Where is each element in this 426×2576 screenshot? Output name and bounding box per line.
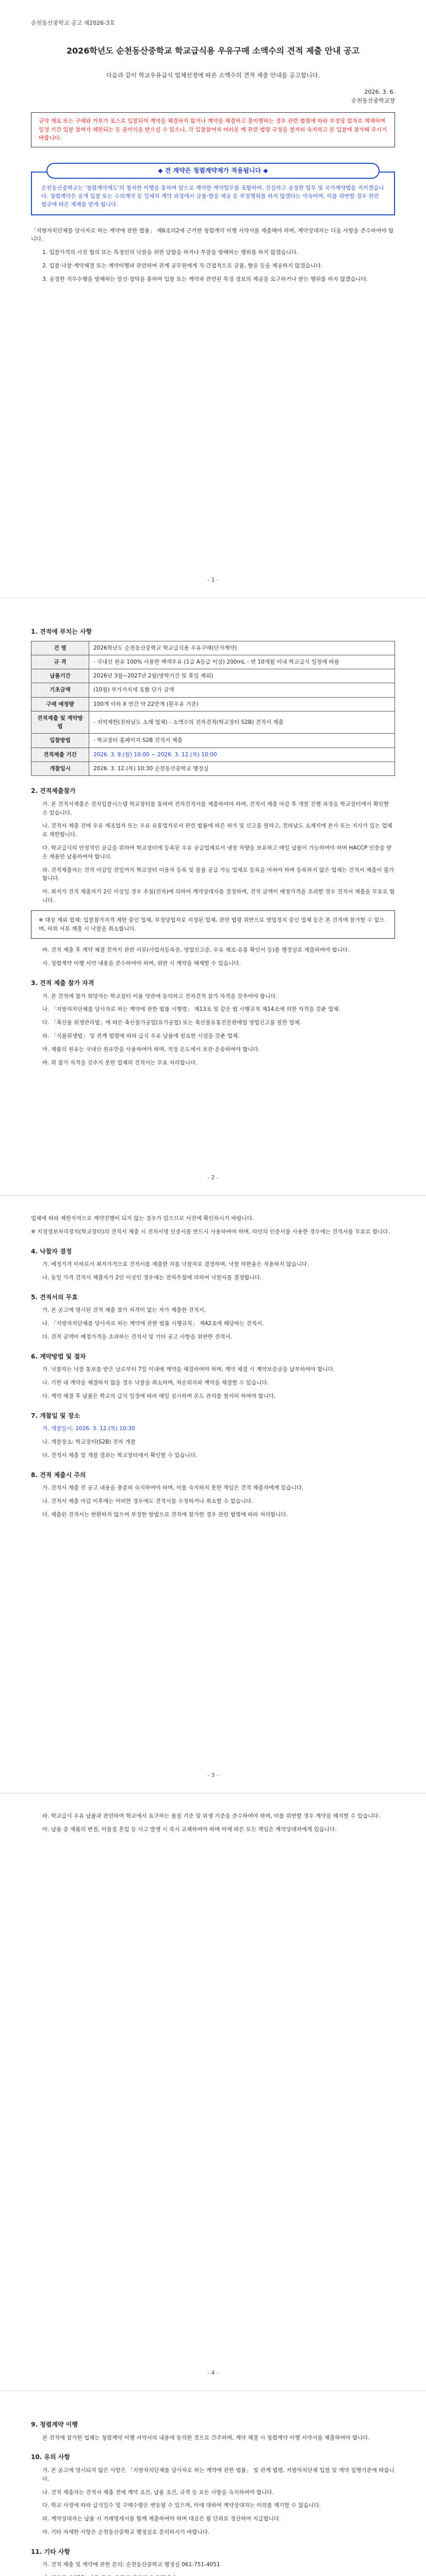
paragraph: 다. 학교급식의 안정적인 공급을 위하여 학교장터에 등록된 우유 공급업체로서 냉장 차량을 보유하고 매일 납품이 가능하여야 하며 HACCP 인증을 받은 제품만 납품하여야 합니다. [42, 845, 392, 860]
section-heading: 6. 계약방법 및 절차 [31, 1352, 86, 1360]
paragraph: 다. 견적 금액이 예정가격을 초과하는 견적서 및 기타 공고 사항을 위반한 견적서. [42, 1333, 232, 1340]
page1-body [31, 227, 395, 284]
paragraph: 마. 납품 중 제품의 변질, 이물질 혼입 등 사고 발생 시 즉시 교체하여야 하며 이에 따른 모든 책임은 계약상대자에게 있습니다. [42, 1826, 337, 1833]
paragraph: 나. 개찰장소: 학교장터(S2B) 전자 개찰 [42, 1439, 136, 1446]
paragraph: 가. 개찰일시: 2026. 3. 12.(목) 10:30 [42, 1426, 135, 1432]
paragraph: 가. 본 견적에 참가 희망자는 학교장터 이용 약관에 동의하고 전자견적 참가 자격을 갖추어야 합니다. [42, 993, 277, 999]
paragraph: 나. 견적서 제출 전에 우유 제조업자 또는 우유 유통업자로서 관련 법률에 따른 허가 및 신고를 필하고, 전라남도 소재지에 본사 또는 지사가 있는 업체로 제한합니다. [42, 823, 392, 838]
procurement-info-table [31, 641, 395, 776]
table-cell: 2026. 3. 12.(목) 10:30 순천동산중학교 행정실 [89, 761, 395, 775]
table-cell: - 지역제한(전라남도 소재 업체) - 소액수의 전자견적(학교장터 S2B) 견적서 제출 [89, 711, 395, 734]
table-row [31, 761, 395, 775]
page-5 [0, 2391, 426, 2576]
table-header-cell: 납품기간 [31, 669, 89, 683]
table-header-cell: 견적제출 기간 [31, 748, 89, 761]
paragraph: 라. 계약상대자는 납품 시 거래명세서를 함께 제출하여야 하며 대금은 월 단위로 정산하여 지급합니다. [42, 2516, 281, 2522]
paragraph: 가. 본 공고에 명시되지 않은 사항은 「지방자치단체를 당사자로 하는 계약에 관한 법률」 및 관계 법령, 지방자치단체 입찰 및 계약 집행기준에 따릅니다. [42, 2467, 395, 2482]
paragraph: 가. 낙찰자는 낙찰 통보를 받은 날로부터 7일 이내에 계약을 체결하여야 하며, 계약 체결 시 계약보증금을 납부하여야 합니다. [42, 1366, 335, 1373]
paragraph: 다. 「축산물 위생관리법」에 따른 축산물가공업(유가공업) 또는 축산물유통전문판매업 영업신고를 필한 업체. [42, 1020, 302, 1026]
paragraph: 다. 제출된 견적서는 반환하지 않으며 부정한 방법으로 견적에 참가한 경우 관련 법령에 따라 처리합니다. [42, 1511, 288, 1518]
paragraph: 다. 학교 사정에 따라 급식일수 및 구매수량은 변동될 수 있으며, 이에 대하여 계약상대자는 이의를 제기할 수 없습니다. [42, 2502, 321, 2509]
paragraph: 나. 견적 제출자는 견적서 제출 전에 계약 조건, 납품 조건, 규격 등 모든 사항을 숙지하여야 합니다. [42, 2489, 274, 2496]
notice-date: 2026. 3. 6. [364, 88, 395, 95]
section-heading: 2. 견적제출참가 [31, 787, 76, 795]
paragraph: 3. 공정한 직무수행을 방해하는 알선·청탁을 통하여 입찰 또는 계약과 관련된 특정 정보의 제공을 요구하거나 받는 행위를 하지 않겠습니다. [42, 276, 368, 282]
paragraph: 가. 견적서 제출 전 공고 내용을 충분히 숙지하여야 하며, 이를 숙지하지 못한 책임은 견적 제출자에게 있습니다. [42, 1485, 304, 1492]
table-cell: 2026학년도 순천동산중학교 학교급식용 우유구매(단가계약) [89, 641, 395, 655]
paragraph: 라. 「식품위생법」 및 관계 법령에 따라 급식 우유 납품에 필요한 시설을 갖춘 업체. [42, 1032, 240, 1039]
paragraph: 마. 제품의 원유는 국내산 원유만을 사용하여야 하며, 적정 온도에서 보관·운송하여야 합니다. [42, 1046, 260, 1053]
paragraph: 마. 기타 자세한 사항은 순천동산중학교 행정실로 문의하시기 바랍니다. [42, 2529, 210, 2535]
page-1 [0, 0, 426, 598]
paragraph: 사. 청렴계약 이행 서약 내용을 준수하여야 하며, 위반 시 계약을 해제할 수 있습니다. [42, 960, 241, 967]
table-row [31, 683, 395, 697]
warning-box: 규약 재요 또는 구매와 거부가 포스로 입찰되어 계약을 체결하지 않거나 계약을 체결하고 불이행하는 경우 관련 법령에 따라 부정당 업자로 제재하며 일정 기간 입찰 참여가 제한되는 등 불이익을 받으실 수 있으니, 각 입찰참여자 여러분 께 관련 법령 규정을 철저히 숙지하고 본 입찰에 참가해 주시기 바랍니다. [31, 112, 395, 147]
paragraph: 가. 본 공고에 명시된 견적 제출 참가 자격이 없는 자가 제출한 견적서. [42, 1307, 206, 1314]
page-3 [0, 1195, 426, 1793]
table-row [31, 711, 395, 734]
table-header-cell: 입찰방법 [31, 734, 89, 748]
table-header-cell: 개찰일시 [31, 761, 89, 775]
section-heading: 9. 청렴계약 이행 [31, 2421, 78, 2428]
section-heading: 10. 유의 사항 [31, 2453, 70, 2461]
table-cell: 2026. 3. 9.(월) 10:00 ~ 2026. 3. 12.(목) 10:00 [89, 748, 395, 761]
paragraph: 다. 계약 체결 후 납품은 학교의 급식 일정에 따라 매일 실시하며 온도 관리를 철저히 하여야 합니다. [42, 1393, 276, 1399]
paragraph: 라. 견적제출자는 견적 마감일 전일까지 학교장터 이용자 등록 및 물품 공급 가능 업체로 등록을 마쳐야 하며 등록하지 않은 업체는 견적서 제출이 불가합니다. [42, 867, 395, 882]
table-header-cell: 구매 예정량 [31, 697, 89, 711]
integrity-contract-box: 순천동산중학교는 '청렴계약제도'의 철저한 이행을 통하여 앞으로 계약한 계약업무를 포함하여, 진실하고 공정한 업무 및 국가계약법을 지키겠습니다. 청렴계약은 공개 입찰 또는 수의계약 등 일체의 계약 과정에서 금품·향응 제공 등 부정행위를 하지 않겠다는 약속이며, 이를 위반할 경우 관련 법규에 따른 제재를 받게 됩니다. [31, 172, 395, 215]
paragraph: 바. 위 참가 자격을 갖추지 못한 업체의 견적서는 무효 처리합니다. [42, 1059, 198, 1066]
integrity-contract-heading: ◆ 견 계약은 청렴계약제가 적용됩니다 ◆ [46, 163, 380, 179]
document-title: 2026학년도 순천동산중학교 학교급식용 우유구매 소액수의 견적 제출 안내 공고 [66, 46, 360, 56]
intro-text: 다음과 같이 학교우유급식 업체선정에 따른 소액수의 견적 제출 안내를 공고합니다. [106, 71, 320, 79]
paragraph: 라. 학교급식 우유 납품과 관련하여 학교에서 요구하는 품질 기준 및 위생 기준을 준수하여야 하며, 이를 위반할 경우 계약을 해지할 수 있습니다. [42, 1813, 380, 1819]
paragraph: 나. 기한 내 계약을 체결하지 않을 경우 낙찰을 취소하며, 차순위자와 계약을 체결할 수 있습니다. [42, 1380, 269, 1386]
table-row [31, 748, 395, 761]
section-heading: 1. 견적에 부치는 사항 [31, 628, 92, 635]
table-cell: 2026년 3월~2027년 2월(방학기간 및 휴일 제외) [89, 669, 395, 683]
paragraph: 2. 입찰·낙찰·계약체결 또는 계약이행과 관련하여 관계 공무원에게 직·간접적으로 금품, 향응 등을 제공하지 않겠습니다. [42, 262, 323, 269]
section-heading: 11. 기타 사항 [31, 2548, 70, 2555]
paragraph: 마. 최저가 견적 제출자가 2인 이상일 경우 추첨(전자)에 의하여 계약상대자를 결정하며, 견적 금액이 예정가격을 초과할 경우 견적서 제출을 무효로 합니다. [42, 889, 395, 904]
paragraph: 가. 견적 제출 및 계약에 관한 문의: 순천동산중학교 행정실 061-751-4051 [42, 2562, 220, 2568]
table-row [31, 669, 395, 683]
page-2 [0, 598, 426, 1195]
paragraph: 다. 견적서 제출 및 개찰 결과는 학교장터에서 확인할 수 있습니다. [42, 1452, 198, 1459]
paragraph: 나. 「지방자치단체를 당사자로 하는 계약에 관한 법률 시행규칙」 제42조에 해당하는 견적서. [42, 1320, 264, 1327]
table-cell: (10월) 부가가치세 포함 단가 금액 [89, 683, 395, 697]
table-header-cell: 건 명 [31, 641, 89, 655]
table-header-cell: 기초금액 [31, 683, 89, 697]
section-heading: 7. 개찰일 및 장소 [31, 1412, 80, 1419]
date-block [31, 88, 395, 105]
section-heading: 5. 견적서의 무효 [31, 1293, 78, 1301]
table-row [31, 734, 395, 748]
page-number: - 3 - [207, 1771, 219, 1778]
paragraph: 바. 견적 제출 후 계약 체결 전까지 관련 서류(사업자등록증, 영업신고증, 우유 제조·유통 확인서 등)를 행정실로 제출하여야 합니다. [42, 947, 350, 954]
paragraph: 가. 본 견적서제출은 전자입찰시스템 학교장터를 통하여 전자견적서를 제출하여야 하며, 견적서 제출 마감 후 개찰 진행 과정을 학교장터에서 확인할 수 있습니다. [42, 801, 389, 816]
issuing-org: 순천동산중학교장 [351, 97, 395, 104]
table-row [31, 655, 395, 669]
table-header-cell: 견적제출 및 계약방법 [31, 711, 89, 734]
table-cell: - 국내산 원유 100% 사용한 백색우유 (1급 A등급 이상) 200mL - 연 10개월 이내 학교급식 일정에 따름 [89, 655, 395, 669]
exclusion-note-box: ※ 대상 제외 업체: 입찰참가자격 제한 중인 업체, 부정당업자로 지정된 업체, 관련 법령 위반으로 영업정지 중인 업체 등은 본 견적에 참가할 수 없으며, 허위 서류 제출 시 낙찰을 취소합니다. [31, 910, 395, 939]
table-row [31, 697, 395, 711]
section-heading: 3. 견적 제출 참가 자격 [31, 979, 94, 987]
table-header-cell: 규 격 [31, 655, 89, 669]
section-heading: 8. 견적 제출시 주의 [31, 1471, 86, 1479]
page-number: - 2 - [207, 1174, 219, 1181]
page-4 [0, 1793, 426, 2391]
page2-body [31, 786, 395, 1067]
paragraph: 나. 동일 가격 견적서 제출자가 2인 이상인 경우에는 전자추첨에 의하여 낙찰자를 결정합니다. [42, 1274, 262, 1281]
paragraph [31, 2574, 395, 2576]
page5-body [31, 2420, 395, 2576]
page3-body [31, 1214, 395, 1519]
paragraph: ※ 지정정보처리장치(학교장터)의 견적서 제출 시 전자서명 인증서를 반드시 사용하여야 하며, 타인의 인증서를 사용한 경우에는 견적서를 무효로 합니다. [31, 1228, 390, 1235]
table-row [31, 641, 395, 655]
paragraph: 업체에 따라 제한지역으로 계약진행이 되지 않는 경우가 있으므로 사전에 확인하시기 바랍니다. [31, 1215, 254, 1222]
page4-body [31, 1812, 395, 1834]
paragraph: 가. 예정가격 이하로서 최저가격으로 견적서를 제출한 자를 낙찰자로 결정하며, 낙찰 하한율은 적용하지 않습니다. [42, 1261, 309, 1268]
paragraph: 「지방자치단체를 당사자로 하는 계약에 관한 법률」 제6조의2에 근거한 청렴계약 이행 서약서를 제출해야 하며, 계약상대자는 다음 사항을 준수하여야 합니다. [31, 227, 394, 243]
table-cell: - 학교장터 홈페이지 S2B 견적서 제출 [89, 734, 395, 748]
paragraph: 1. 입찰가격의 사전 협의 또는 특정인의 낙찰을 위한 담합을 하거나 투찰을 방해하는 행위를 하지 않겠습니다. [42, 249, 299, 256]
table-cell: 100개 이하 X 연간 약 22만개 (흰우유 기준) [89, 697, 395, 711]
paragraph: 나. 견적서 제출 마감 이후에는 어떠한 경우에도 견적서를 수정하거나 취소할 수 없습니다. [42, 1498, 253, 1505]
notice-number: 순천동산중학교 공고 제2026-3호 [31, 20, 115, 26]
section-heading: 4. 낙찰자 결정 [31, 1247, 72, 1255]
paragraph: 나. 「지방자치단체를 당사자로 하는 계약에 관한 법률 시행령」 제13조 및 같은 법 시행규칙 제14조에 의한 자격을 갖춘 업체. [42, 1006, 340, 1013]
paragraph: 본 견적에 참가한 업체는 청렴계약 이행 서약서의 내용에 동의한 것으로 간주하며, 계약 체결 시 청렴계약 이행 서약서를 제출하여야 합니다. [42, 2434, 370, 2441]
page-number: - 4 - [207, 2369, 219, 2376]
page-number: - 1 - [207, 576, 219, 583]
